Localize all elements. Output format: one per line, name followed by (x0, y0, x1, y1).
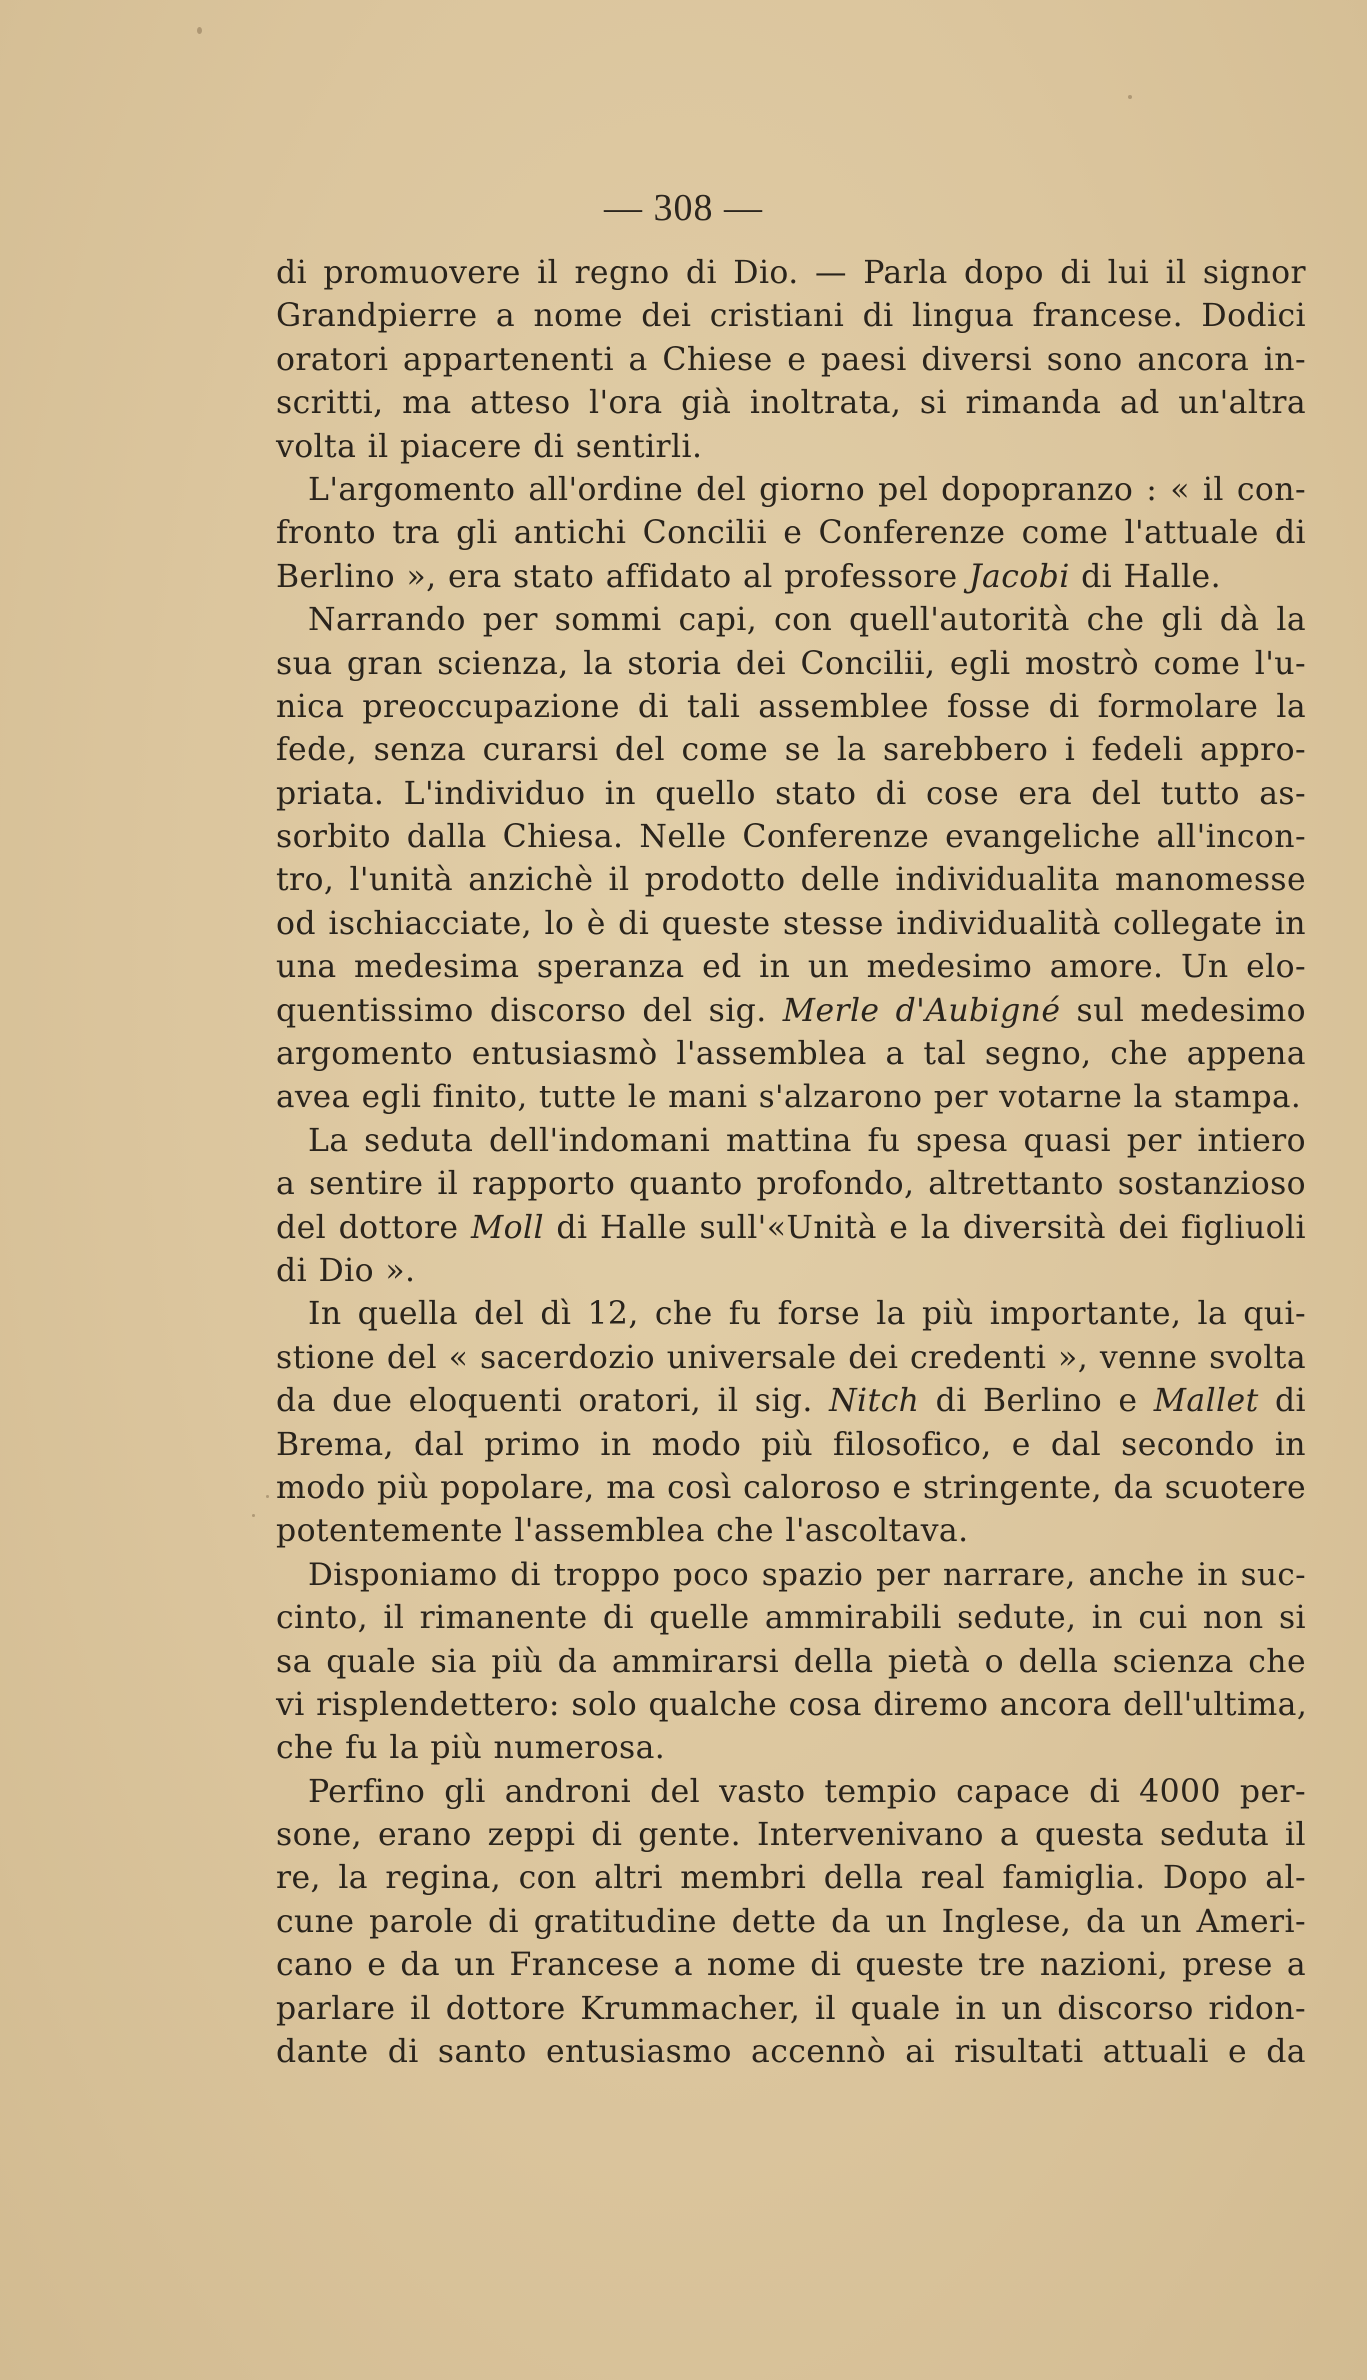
text-line (276, 1771, 1306, 1814)
text-line (276, 1337, 1306, 1380)
text-segment: parlare il dottore Krummacher, il quale in un discorso ridon- (276, 1990, 1306, 2027)
text-line (276, 773, 1306, 816)
text-segment: quentissimo discorso del sig. (276, 992, 783, 1029)
text-segment: di Halle sull'«Unità e la diversità dei figliuoli (543, 1209, 1306, 1246)
text-segment: cinto, il rimanente di quelle ammirabili sedute, in cui non si (276, 1600, 1306, 1637)
text-segment: sul medesimo (1060, 992, 1306, 1029)
text-segment: argomento entusiasmò l'assemblea a tal segno, che appena (276, 1036, 1306, 1073)
paper-speck (1128, 95, 1132, 99)
text-segment: re, la regina, con altri membri della real famiglia. Dopo al- (276, 1860, 1306, 1897)
text-line (276, 1597, 1306, 1640)
text-segment: volta il piacere di sentirli. (276, 428, 703, 465)
text-segment: Perfino gli androni del vasto tempio capace di 4000 per- (308, 1773, 1306, 1810)
text-segment: cano e da un Francese a nome di queste tre nazioni, prese a (276, 1947, 1306, 1984)
text-line (276, 1988, 1306, 2031)
text-line (276, 1467, 1306, 1510)
text-line (276, 643, 1306, 686)
text-segment: di (1258, 1383, 1306, 1420)
text-line (276, 946, 1306, 989)
text-segment: che fu la più numerosa. (276, 1730, 666, 1767)
text-segment: una medesima speranza ed in un medesimo amore. Un elo- (276, 949, 1306, 986)
text-segment: Narrando per sommi capi, con quell'autorità che gli dà la (308, 602, 1306, 639)
text-line (276, 1727, 1306, 1770)
text-line (276, 816, 1306, 859)
text-segment: tro, l'unità anzichè il prodotto delle individualita manomesse (276, 862, 1306, 899)
text-line (276, 1293, 1306, 1336)
text-line (276, 1901, 1306, 1944)
text-line (276, 1250, 1306, 1293)
text-segment: di Dio ». (276, 1252, 416, 1289)
text-segment: sorbito dalla Chiesa. Nelle Conferenze evangeliche all'incon- (276, 819, 1306, 856)
italic-name: Nitch (829, 1383, 920, 1420)
text-line (276, 2031, 1306, 2074)
text-line (276, 729, 1306, 772)
body-text (276, 252, 1306, 2074)
text-line (276, 990, 1306, 1033)
text-segment: priata. L'individuo in quello stato di cose era del tutto as- (276, 775, 1306, 812)
text-line (276, 512, 1306, 555)
paper-speck (197, 27, 202, 34)
paper-speck (266, 1495, 269, 1498)
text-line (276, 426, 1306, 469)
text-line (276, 1380, 1306, 1423)
text-segment: del dottore (276, 1209, 471, 1246)
text-line (276, 556, 1306, 599)
text-segment: oratori appartenenti a Chiese e paesi diversi sono ancora in- (276, 341, 1306, 378)
text-line (276, 382, 1306, 425)
text-segment: fronto tra gli antichi Concilii e Conferenze come l'attuale di (276, 515, 1306, 552)
text-segment: Berlino », era stato affidato al professore (276, 558, 970, 595)
text-line (276, 1554, 1306, 1597)
text-segment: sua gran scienza, la storia dei Concilii, egli mostrò come l'u- (276, 645, 1306, 682)
text-segment: di promuovere il regno di Dio. — Parla dopo di lui il signor (276, 255, 1306, 291)
text-line (276, 295, 1306, 338)
text-segment: di Halle. (1069, 558, 1221, 595)
italic-name: Mallet (1153, 1383, 1259, 1420)
text-line (276, 903, 1306, 946)
text-segment: avea egli finito, tutte le mani s'alzarono per votarne la stampa. (276, 1079, 1302, 1116)
text-line (276, 339, 1306, 382)
text-segment: fede, senza curarsi del come se la sarebbero i fedeli appro- (276, 732, 1306, 769)
text-segment: od ischiacciate, lo è di queste stesse individualità collegate in (276, 905, 1306, 942)
text-segment: stione del « sacerdozio universale dei credenti », venne svolta (276, 1339, 1306, 1376)
italic-name: Moll (470, 1209, 544, 1246)
text-segment: scritti, ma atteso l'ora già inoltrata, si rimanda ad un'altra (276, 385, 1306, 422)
page-number: — 308 — (604, 187, 763, 229)
text-line (276, 1076, 1306, 1119)
text-line (276, 1424, 1306, 1467)
text-line (276, 1033, 1306, 1076)
text-segment: dante di santo entusiasmo accennò ai risultati attuali e da (276, 2034, 1306, 2071)
text-line (276, 1641, 1306, 1684)
text-segment: da due eloquenti oratori, il sig. (276, 1383, 830, 1420)
text-segment: a sentire il rapporto quanto profondo, altrettanto sostanzioso (276, 1166, 1306, 1203)
text-segment: modo più popolare, ma così caloroso e stringente, da scuotere (276, 1469, 1306, 1506)
text-line (276, 1944, 1306, 1987)
text-segment: Grandpierre a nome dei cristiani di lingua francese. Dodici (276, 298, 1306, 335)
text-segment: potentemente l'assemblea che l'ascoltava. (276, 1513, 969, 1550)
italic-name: Jacobi (969, 558, 1070, 595)
paper-speck (252, 1514, 255, 1517)
text-segment: L'argomento all'ordine del giorno pel dopopranzo : « il con- (308, 471, 1306, 508)
text-segment: di Berlino e (919, 1383, 1154, 1420)
text-segment: sone, erano zeppi di gente. Intervenivano a questa seduta il (276, 1817, 1306, 1854)
text-line (276, 1207, 1306, 1250)
text-segment: nica preoccupazione di tali assemblee fosse di formolare la (276, 688, 1306, 725)
text-line (276, 252, 1306, 295)
text-line (276, 1163, 1306, 1206)
text-segment: Disponiamo di troppo poco spazio per narrare, anche in suc- (308, 1556, 1306, 1593)
text-segment: sa quale sia più da ammirarsi della pietà o della scienza che (276, 1643, 1306, 1680)
text-line (276, 1814, 1306, 1857)
text-line (276, 686, 1306, 729)
text-line (276, 1857, 1306, 1900)
text-line (276, 1510, 1306, 1553)
text-segment: Brema, dal primo in modo più filosofico, e dal secondo in (276, 1426, 1306, 1463)
text-segment: cune parole di gratitudine dette da un Inglese, da un Ameri- (276, 1903, 1306, 1940)
text-segment: La seduta dell'indomani mattina fu spesa quasi per intiero (308, 1122, 1306, 1159)
text-line (276, 859, 1306, 902)
text-line (276, 1684, 1306, 1727)
text-line (276, 469, 1306, 512)
text-line (276, 1120, 1306, 1163)
italic-name: Merle d'Aubigné (782, 992, 1061, 1029)
text-line (276, 599, 1306, 642)
text-segment: In quella del dì 12, che fu forse la più importante, la qui- (308, 1296, 1306, 1333)
text-segment: vi risplendettero: solo qualche cosa diremo ancora dell'ultima, (276, 1686, 1308, 1723)
